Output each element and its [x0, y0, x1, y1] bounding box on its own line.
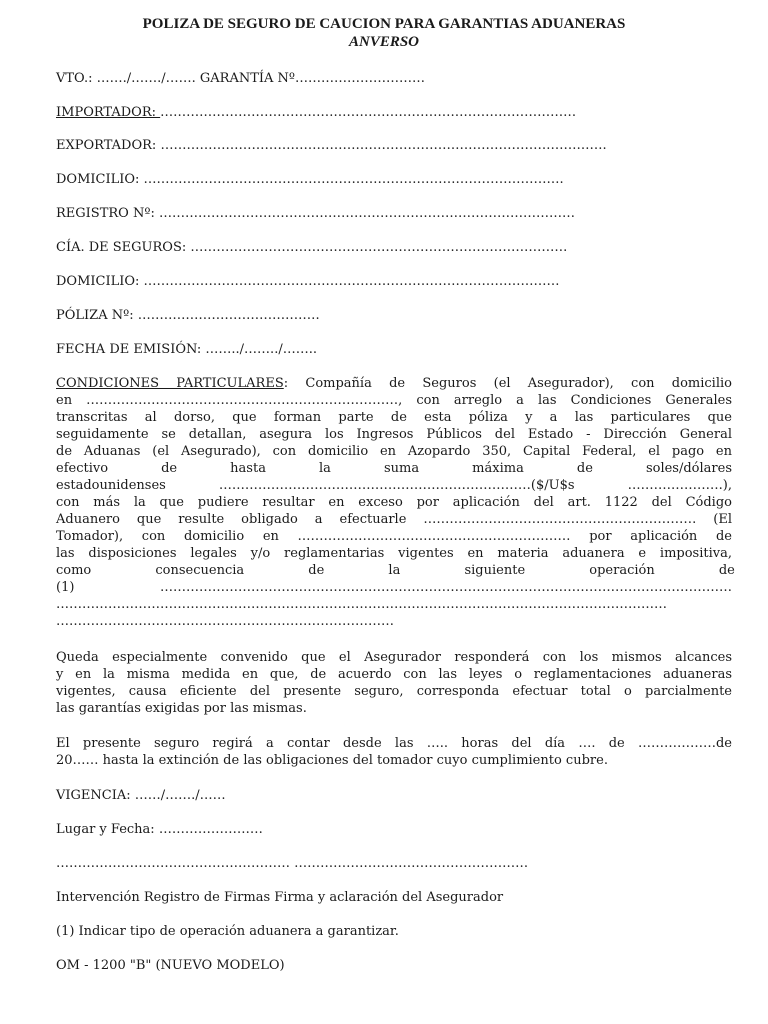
- condiciones-row: ……………………………………………………………………………………………………………………………: [56, 597, 667, 612]
- condiciones-row: de Aduanas (el Asegurado), con domicilio en Azopardo 350, Capital Federal, el pago en: [56, 444, 732, 459]
- condiciones-label: CONDICIONES PARTICULARES: [56, 376, 284, 391]
- vto-garantia-line: VTO.: ……./……./……. GARANTÍA Nº…………………………: [56, 71, 426, 86]
- queda-paragraph: [56, 649, 732, 717]
- document-title: POLIZA DE SEGURO DE CAUCION PARA GARANTIAS ADUANERAS: [142, 16, 626, 32]
- presente-row: El presente seguro regirá a contar desde las ….. horas del día …. de ………………de: [56, 736, 732, 751]
- document-subtitle: ANVERSO: [348, 34, 420, 50]
- condiciones-row: con más la que pudiere resultar en exceso por aplicación del art. 1122 del Código: [56, 495, 732, 510]
- registro-line: REGISTRO Nº: ……………………………………………………………………………………: [56, 206, 575, 221]
- firmas-dots-line: ……………………………………………… ………………………………………………: [56, 856, 529, 871]
- condiciones-row: en ………………………………………………………………, con arreglo a las Condiciones Generales: [56, 393, 732, 408]
- condiciones-row: efectivo de hasta la suma máxima de soles/dólares: [56, 461, 732, 476]
- condiciones-row: CONDICIONES PARTICULARES: Compañía de Seguros (el Asegurador), con domicilio: [56, 376, 732, 391]
- importador-dots: ……………………………………………………………………………………: [160, 105, 577, 120]
- domicilio-line-2: DOMICILIO: ……………………………………………………………………………………: [56, 274, 560, 289]
- modelo-line: OM - 1200 "B" (NUEVO MODELO): [56, 958, 285, 973]
- condiciones-paragraph: [56, 375, 735, 630]
- condiciones-row: seguidamente se detallan, asegura los Ingresos Públicos del Estado - Dirección General: [56, 427, 732, 442]
- condiciones-row: Tomador), con domicilio en ……………………………………………………… por aplicación de: [56, 529, 732, 544]
- nota-line: (1) Indicar tipo de operación aduanera a garantizar.: [56, 924, 399, 939]
- condiciones-row: como consecuencia de la siguiente operación de: [56, 563, 735, 578]
- condiciones-row: transcritas al dorso, que forman parte de esta póliza y a las particulares que: [56, 410, 732, 425]
- importador-label: IMPORTADOR:: [56, 105, 161, 120]
- condiciones-row: estadounidenses ………………………………………………………………($/U$s ………………….),: [56, 478, 732, 493]
- vigencia-line: VIGENCIA: ……/……./……: [56, 788, 226, 803]
- condiciones-row: Aduanero que resulte obligado a efectuarle ……………………………………………………… (El: [56, 512, 732, 527]
- queda-row: las garantías exigidas por las mismas.: [56, 701, 307, 716]
- cia-seguros-line: CÍA. DE SEGUROS: ……………………………………………………………………………: [56, 240, 568, 255]
- lugar-fecha-line: Lugar y Fecha: ……………………: [56, 822, 263, 837]
- presente-paragraph: [56, 735, 732, 769]
- exportador-line: EXPORTADOR: ………………………………………………………………………………………….: [56, 138, 607, 153]
- domicilio-line-1: DOMICILIO: …………………………………………………………………………………….: [56, 172, 564, 187]
- presente-row: 20…… hasta la extinción de las obligaciones del tomador cuyo cumplimiento cubre.: [56, 753, 608, 768]
- fecha-emision-line: FECHA DE EMISIÓN: ……../……../……..: [56, 342, 317, 357]
- poliza-line: PÓLIZA Nº: ……………………………………: [56, 308, 320, 323]
- intervencion-line: Intervención Registro de Firmas Firma y aclaración del Asegurador: [56, 890, 504, 905]
- condiciones-row: las disposiciones legales y/o reglamentarias vigentes en materia aduanera e impositiva,: [56, 546, 732, 561]
- condiciones-row: (1) ……………………………………………………………………………………………………………………: [56, 580, 732, 595]
- queda-row: vigentes, causa eficiente del presente seguro, corresponda efectuar total o parcialmente: [56, 684, 732, 699]
- queda-row: y en la misma medida en que, de acuerdo con las leyes o reglamentaciones aduaneras: [56, 667, 732, 682]
- condiciones-row: ……………………………………………………………………: [56, 614, 394, 629]
- importador-line: [56, 104, 576, 121]
- queda-row: Queda especialmente convenido que el Asegurador responderá con los mismos alcances: [56, 650, 732, 665]
